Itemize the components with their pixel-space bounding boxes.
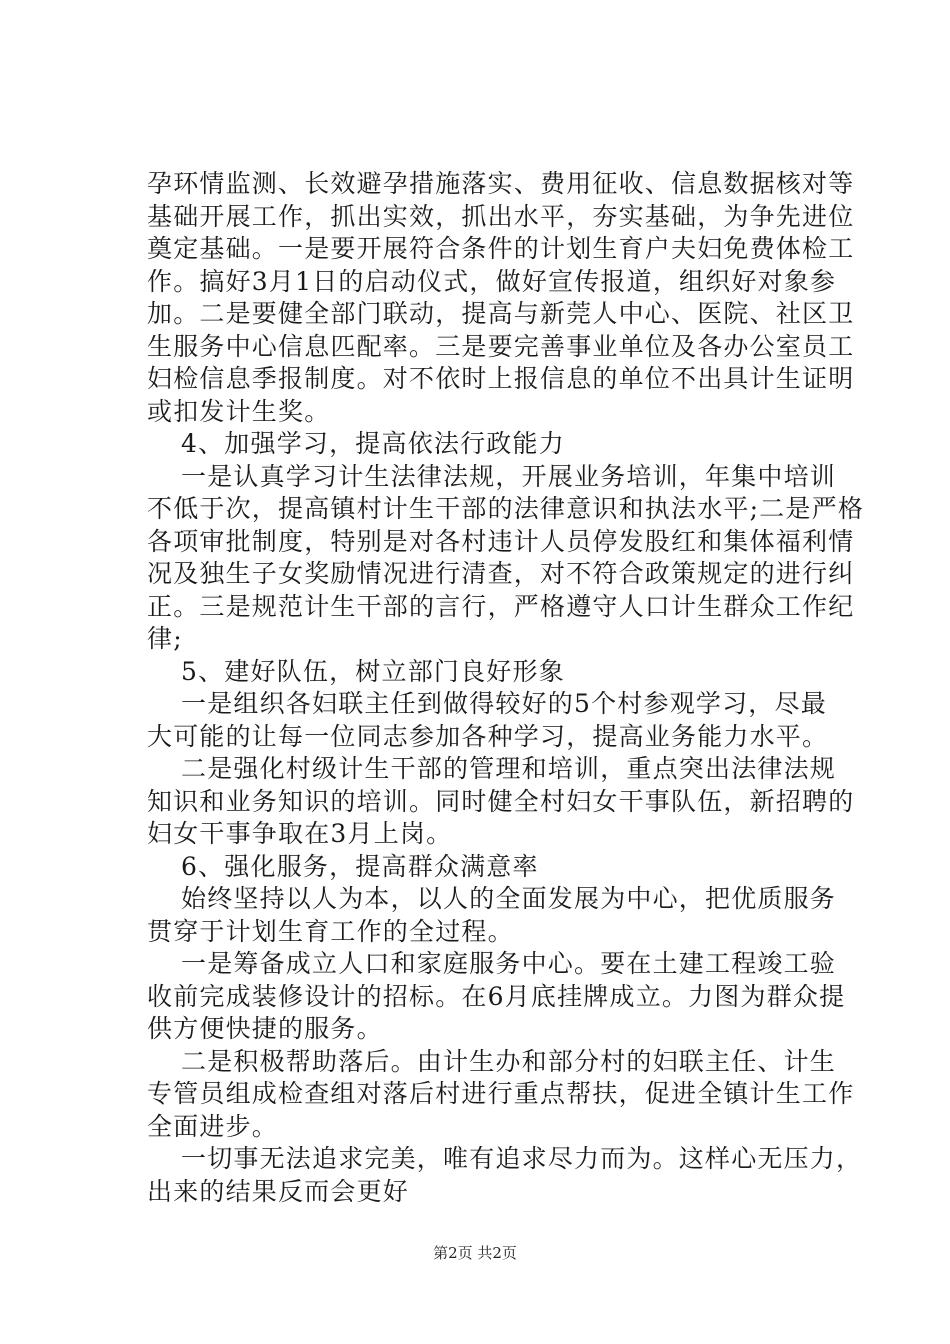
text-line: 二是积极帮助落后。由计生办和部分村的妇联主任、计生 [181,1046,837,1076]
text-line: 收前完成装修设计的招标。在6月底挂牌成立。力图为群众提 [147,981,846,1011]
text-line: 加。二是要健全部门联动，提高与新莞人中心、医院、社区卫 [147,299,855,328]
text-line: 或扣发计生奖。 [147,396,331,426]
text-line: 知识和业务知识的培训。同时健全村妇女干事队伍，新招聘的 [147,786,855,816]
text-line: 基础开展工作，抓出实效，抓出水平，夯实基础，为争先进位 [147,201,855,231]
text-line: 孕环情监测、长效避孕措施落实、费用征收、信息数据核对等 [147,169,855,198]
text-line: 大可能的让每一位同志参加各种学习，提高业务能力水平。 [147,721,829,751]
text-line: 出来的结果反而会更好 [147,1176,410,1206]
text-line: 全面进步。 [147,1111,279,1141]
text-line: 专管员组成检查组对落后村进行重点帮扶，促进全镇计生工作 [147,1079,855,1108]
text-line: 妇检信息季报制度。对不依时上报信息的单位不出具计生证明 [147,364,855,393]
text-line: 生服务中心信息匹配率。三是要完善事业单位及各办公室员工 [147,331,855,361]
text-line: 律; [147,624,183,653]
text-line: 二是强化村级计生干部的管理和培训，重点突出法律法规 [181,754,837,783]
text-line: 况及独生子女奖励情况进行清查，对不符合政策规定的进行纠 [147,559,855,588]
text-line: 贯穿于计划生育工作的全过程。 [147,916,514,946]
section-heading: 6、强化服务，提高群众满意率 [181,851,539,881]
text-line: 正。三是规范计生干部的言行，严格遵守人口计生群众工作纪 [147,591,855,621]
text-line: 各项审批制度，特别是对各村违计人员停发股红和集体福利情 [147,526,855,556]
text-line: 一切事无法追求完美，唯有追求尽力而为。这样心无压力， [181,1144,863,1173]
text-line: 奠定基础。一是要开展符合条件的计划生育户夫妇免费体检工 [147,234,855,263]
page-number-footer: 第2页 共2页 [433,1244,517,1262]
text-line: 一是组织各妇联主任到做得较好的5个村参观学习，尽最 [181,689,827,718]
text-line: 不低于次，提高镇村计生干部的法律意识和执法水平;二是严格 [147,494,865,523]
text-line: 作。搞好3月1日的启动仪式，做好宣传报道，组织好对象参 [147,266,837,296]
text-line: 妇女干事争取在3月上岗。 [147,819,453,848]
section-heading: 5、建好队伍，树立部门良好形象 [181,656,565,686]
text-line: 供方便快捷的服务。 [147,1014,383,1043]
section-heading: 4、加强学习，提高依法行政能力 [181,429,565,458]
text-line: 始终坚持以人为本，以人的全面发展为中心，把优质服务 [181,884,837,913]
text-line: 一是认真学习计生法律法规，开展业务培训，年集中培训 [181,461,837,491]
text-line: 一是筹备成立人口和家庭服务中心。要在土建工程竣工验 [181,949,837,978]
document-body [147,168,865,1208]
